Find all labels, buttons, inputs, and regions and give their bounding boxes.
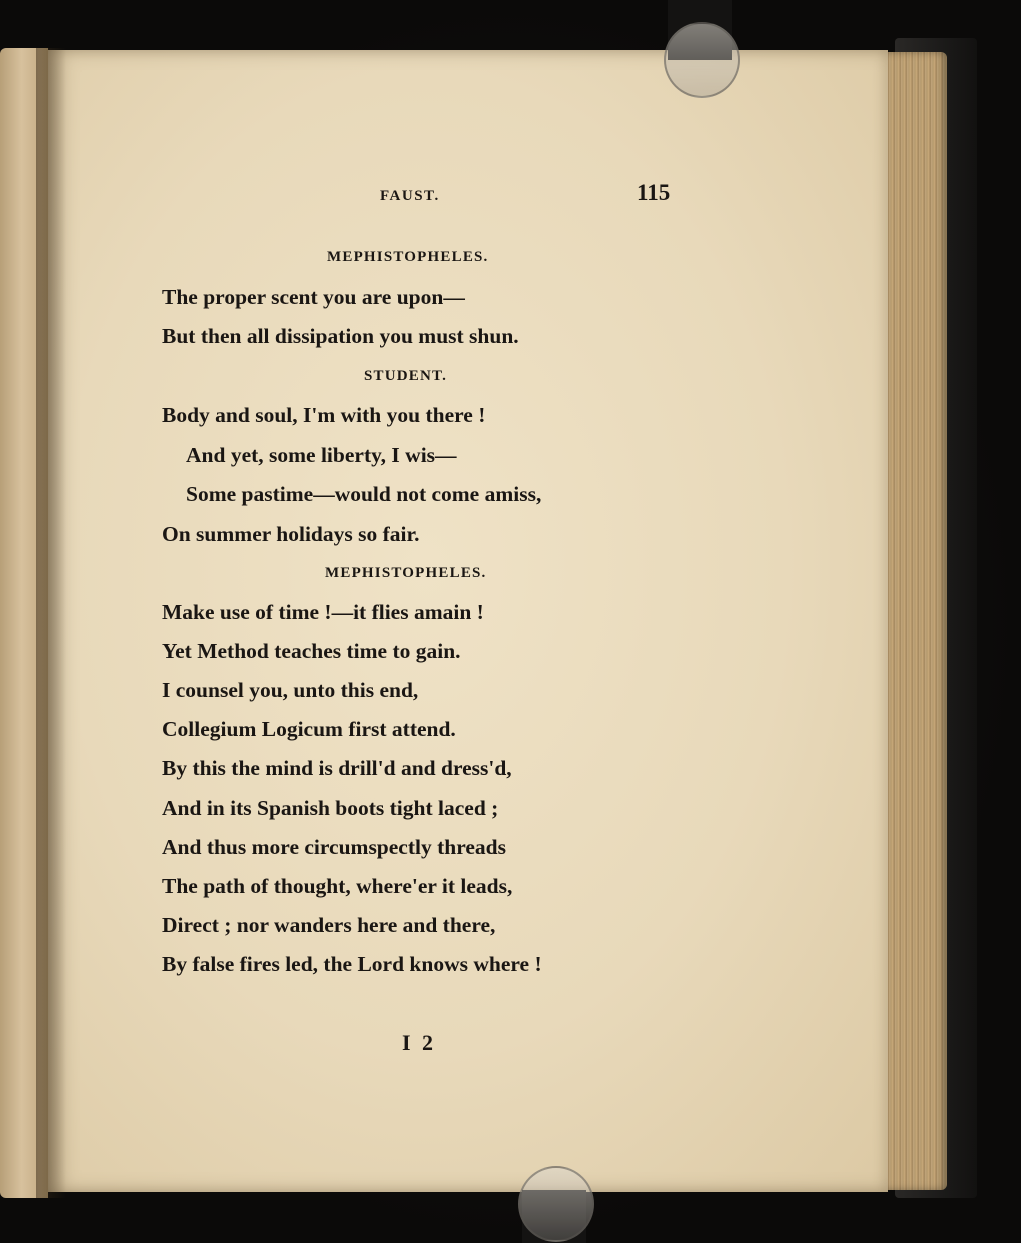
verse-line: Collegium Logicum first attend. (162, 717, 456, 741)
page-clip-top (664, 22, 740, 98)
speaker-heading: MEPHISTOPHELES. (327, 249, 489, 265)
verse-line: Yet Method teaches time to gain. (162, 639, 461, 663)
verse-line: And thus more circumspectly threads (162, 835, 506, 859)
verse-line: And in its Spanish boots tight laced ; (162, 796, 499, 820)
verse-line: Body and soul, I'm with you there ! (162, 403, 486, 427)
gutter-shadow (36, 48, 66, 1198)
verse-line: And yet, some liberty, I wis— (186, 443, 457, 467)
verse-line: By false fires led, the Lord knows where ! (162, 952, 542, 976)
verse-line: Some pastime—would not come amiss, (186, 482, 542, 506)
verse-line: The proper scent you are upon— (162, 285, 465, 309)
speaker-heading: STUDENT. (364, 368, 448, 384)
page-edges (885, 52, 947, 1190)
speaker-heading: MEPHISTOPHELES. (325, 565, 487, 581)
verse-line: Direct ; nor wanders here and there, (162, 913, 496, 937)
verse-line: By this the mind is drill'd and dress'd, (162, 756, 512, 780)
verse-line: Make use of time !—it flies amain ! (162, 600, 484, 624)
page-number: 115 (637, 180, 671, 205)
verse-line: The path of thought, where'er it leads, (162, 874, 513, 898)
verse-line: I counsel you, unto this end, (162, 678, 419, 702)
signature-mark: I 2 (402, 1030, 437, 1055)
page-clip-bottom (518, 1166, 594, 1242)
verse-line: But then all dissipation you must shun. (162, 324, 519, 348)
running-title: FAUST. (380, 188, 440, 204)
verse-line: On summer holidays so fair. (162, 522, 420, 546)
